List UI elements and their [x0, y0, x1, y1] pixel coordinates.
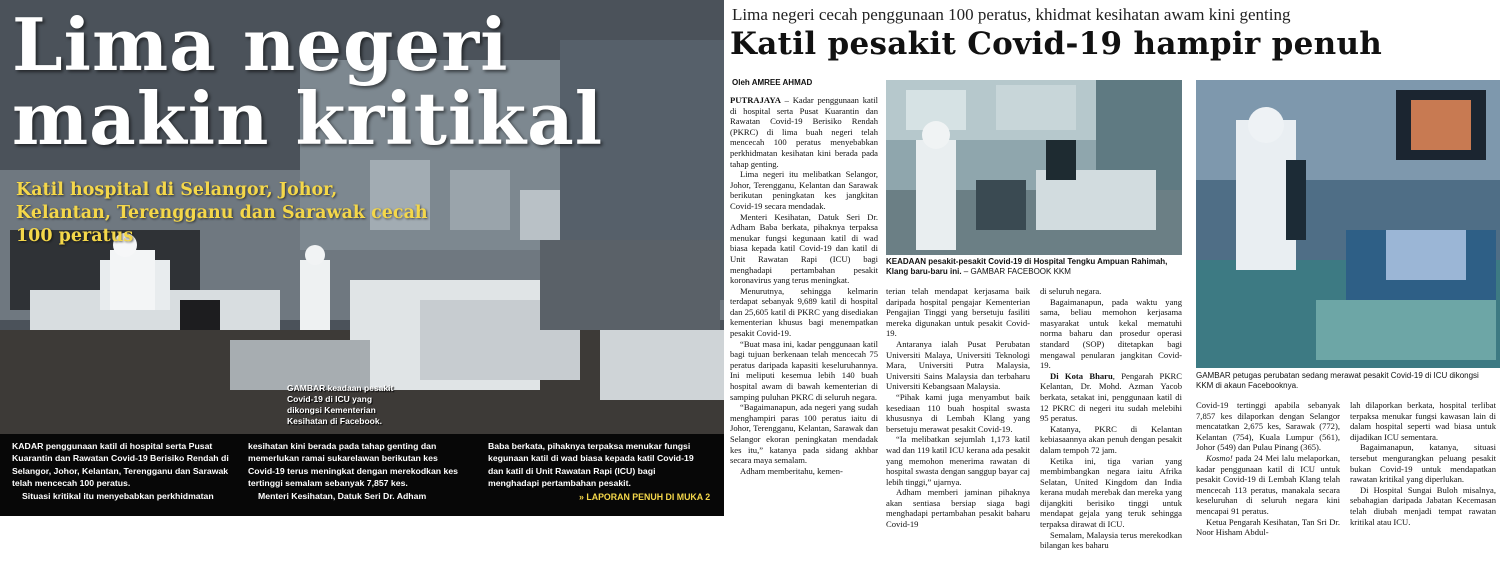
photo1-caption: KEADAAN pesakit-pesakit Covid-19 di Hospital Tengku Ampuan Rahimah, Klang baru-baru ini. – GAMBAR FACEBOOK KKM: [886, 257, 1168, 276]
paragraph: Semalam, Malaysia terus merekodkan bilangan kes baharu: [1040, 529, 1182, 551]
paragraph: Di Hospital Sungai Buloh misalnya, sebahagian daripada Jabatan Kecemasan telah diubah menjadi tempat rawatan kritikal atau ICU.: [1350, 484, 1496, 527]
paragraph: Menteri Kesihatan, Datuk Seri Dr. Adham Baba berkata, pihaknya terpaksa menukar fungsi kegunaan katil di wad biasa kepada katil Covid-19 dan katil di Unit Rawatan Rapi (ICU) bagi menghadapi pertambahan pesakit koronavirus yang terus meningkat.: [730, 211, 878, 286]
front-photo-caption: GAMBAR keadaan pesakit Covid-19 di ICU yang dikongsi Kementerian Kesihatan di Facebook.: [287, 383, 394, 426]
paragraph: Ketua Pengarah Kesihatan, Tan Sri Dr. Noor Hisham Abdul-: [1196, 516, 1340, 538]
byline: Oleh AMREE AHMAD: [732, 78, 813, 87]
article-kicker: Lima negeri cecah penggunaan 100 peratus, khidmat kesihatan awam kini genting: [732, 5, 1291, 24]
paragraph: lah dilaporkan berkata, hospital terlibat terpaksa menukar fungsi kawasan lain di dalam hospital seperti wad biasa untuk dijadikan ICU sementara.: [1350, 400, 1496, 442]
paragraph: Covid-19 tertinggi apabila sebanyak 7,857 kes dilaporkan dengan Selangor mencatatkan 2,675 kes, Sarawak (772), Kelantan (754), Kuala Lumpur (561), Johor (549) dan Pulau Pinang (365).: [1196, 400, 1340, 453]
paragraph: Antaranya ialah Pusat Perubatan Universiti Malaya, Universiti Teknologi Mara, Universiti Putra Malaysia, Universiti Sains Malaysia dan terbaharu Universiti Kebangsaan Malaysia.: [886, 338, 1030, 392]
summary-column-2: kesihatan kini berada pada tahap genting dan memerlukan ramai sukarelawan berikutan kes Covid-19 terus meningkat dengan merekodkan kes tertinggi semalam sebanyak 7,857 kes. Menteri Kesihatan, Datuk Seri Dr. Adham: [248, 441, 459, 501]
paragraph: Ketika ini, tiga varian yang membimbangkan negara iaitu Afrika Selatan, United Kingdom dan India kerana mudah merebak dan mereka yang dijangkiti berisiko tinggi untuk mendapat gejala yang teruk sehingga terpaksa dirawat di ICU.: [1040, 455, 1182, 530]
paragraph: Katanya, PKRC di Kelantan kebiasaannya akan penuh dengan pesakit dalam tempoh 72 jam.: [1040, 423, 1182, 455]
paragraph: Kosmo! pada 24 Mei lalu melaporkan, kadar penggunaan katil di ICU untuk pesakit Covid-19 di Lembah Klang telah mencecah 113 peratus, manakala secara keseluruhan di seluruh negara kini mencapai 91 peratus.: [1196, 452, 1340, 516]
icu-treatment-photo: [1196, 80, 1500, 368]
front-headline: Lima negeri makin kritikal: [12, 2, 604, 161]
paragraph: Bagaimanapun, pada waktu yang sama, beliau memohon kerjasama masyarakat untuk kekal mematuhi norma baharu dan prosedur operasi standard (SOP) ditetapkan bagi mengawal penularan jangkitan Covid-19.: [1040, 296, 1182, 371]
read-more-link[interactable]: » LAPORAN PENUH DI MUKA 2: [579, 492, 711, 502]
paragraph: “Pihak kami juga menyambut baik kesediaan 110 buah hospital swasta khususnya di Lembah Klang yang bersetuju merawat pesakit Covid-19.: [886, 391, 1030, 434]
paragraph: Adham memberi jaminan pihaknya akan sentiasa bersiap siaga bagi menghadapi pertambahan pesakit baharu Covid-19: [886, 487, 1030, 530]
paragraph: di seluruh negara.: [1040, 286, 1102, 296]
paragraph: Bagaimanapun, katanya, situasi tersebut mengurangkan peluang pesakit bukan Covid-19 untuk mendapatkan rawatan kritikal yang diperlukan.: [1350, 442, 1496, 485]
paragraph: Di Kota Bharu, Pengarah PKRC Kelantan, Dr. Mohd. Azman Yacob berkata, setakat ini, penggunaan katil di 12 PKRC di negeri itu sudah melebihi 95 peratus.: [1040, 370, 1182, 424]
front-summary-box: [0, 434, 724, 516]
article-column-3: [1040, 286, 1182, 551]
front-page-panel: [0, 0, 724, 516]
article-column-4: [1196, 400, 1340, 538]
paragraph: terian telah mendapat kerjasama baik daripada hospital pengajar Kementerian Pengajian Tinggi yang bersetuju fasiliti mereka digunakan untuk pesakit Covid-19.: [886, 286, 1030, 339]
front-subheadline: Katil hospital di Selangor, Johor, Kelantan, Terengganu dan Sarawak cecah 100 peratus: [16, 180, 428, 246]
article-page: [730, 0, 1500, 569]
hospital-ward-photo: [886, 80, 1182, 255]
paragraph: “Ia melibatkan sejumlah 1,173 katil wad dan 119 katil ICU kerana ada pesakit yang memohon menerima rawatan di hospital swasta dengan sanggup bayar caj lebih tinggi,” ujarnya.: [886, 434, 1030, 487]
paragraph: Lima negeri itu melibatkan Selangor, Johor, Terengganu, Kelantan dan Sarawak berikutan peningkatan kes jangkitan Covid-19 secara mendadak.: [730, 169, 878, 211]
paragraph: PUTRAJAYA – Kadar penggunaan katil di hospital serta Pusat Kuarantin dan Rawatan Covid-19 Berisiko Rendah (PKRC) di lima buah negeri telah mencecah 100 peratus menyebabkan perkhidmatan kesihatan kini berada pada tahap genting.: [730, 95, 878, 169]
paragraph: “Bagaimanapun, ada negeri yang sudah menghampiri paras 100 peratus iaitu di Johor, Terengganu, Kelantan, Sarawak dan Selangor ekoran peningkatan mendadak kes itu,” katanya pada sidang akhbar secara maya semalam.: [730, 402, 878, 466]
summary-column-3: Baba berkata, pihaknya terpaksa menukar fungsi kegunaan katil di wad biasa kepada katil Covid-19 dan katil di Unit Rawatan Rapi (ICU) bagi menghadapi pertambahan pesakit.: [488, 441, 694, 489]
article-headline: Katil pesakit Covid-19 hampir penuh: [730, 26, 1383, 62]
article-column-5: [1350, 400, 1496, 527]
paragraph: Adham memberitahu, kemen-: [740, 465, 843, 476]
summary-column-1: KADAR penggunaan katil di hospital serta Pusat Kuarantin dan Rawatan Covid-19 Berisiko Rendah di Selangor, Johor, Kelantan, Terengganu dan Sarawak telah mencecah 100 peratus. Situasi kritikal itu menyebabkan perkhidmatan: [12, 441, 229, 501]
paragraph: “Buat masa ini, kadar penggunaan katil bagi tujuan berkenaan telah mencecah 75 peratus daripada kapasiti keseluruhannya. Ini meliputi kesemua lebih 140 buah hospital awam di bawah kementerian di samping puluhan PKRC di seluruh negara.: [730, 338, 878, 402]
article-column-2: [886, 286, 1030, 530]
article-column-1: [730, 95, 878, 476]
photo2-caption: GAMBAR petugas perubatan sedang merawat pesakit Covid-19 di ICU dikongsi KKM di akaun Facebooknya.: [1196, 371, 1479, 390]
paragraph: Menurutnya, sehingga kelmarin terdapat sebanyak 9,689 katil di hospital dan 25,605 katil di PKRC yang disediakan kementerian khusus bagi menempatkan pesakit Covid-19.: [730, 285, 878, 339]
